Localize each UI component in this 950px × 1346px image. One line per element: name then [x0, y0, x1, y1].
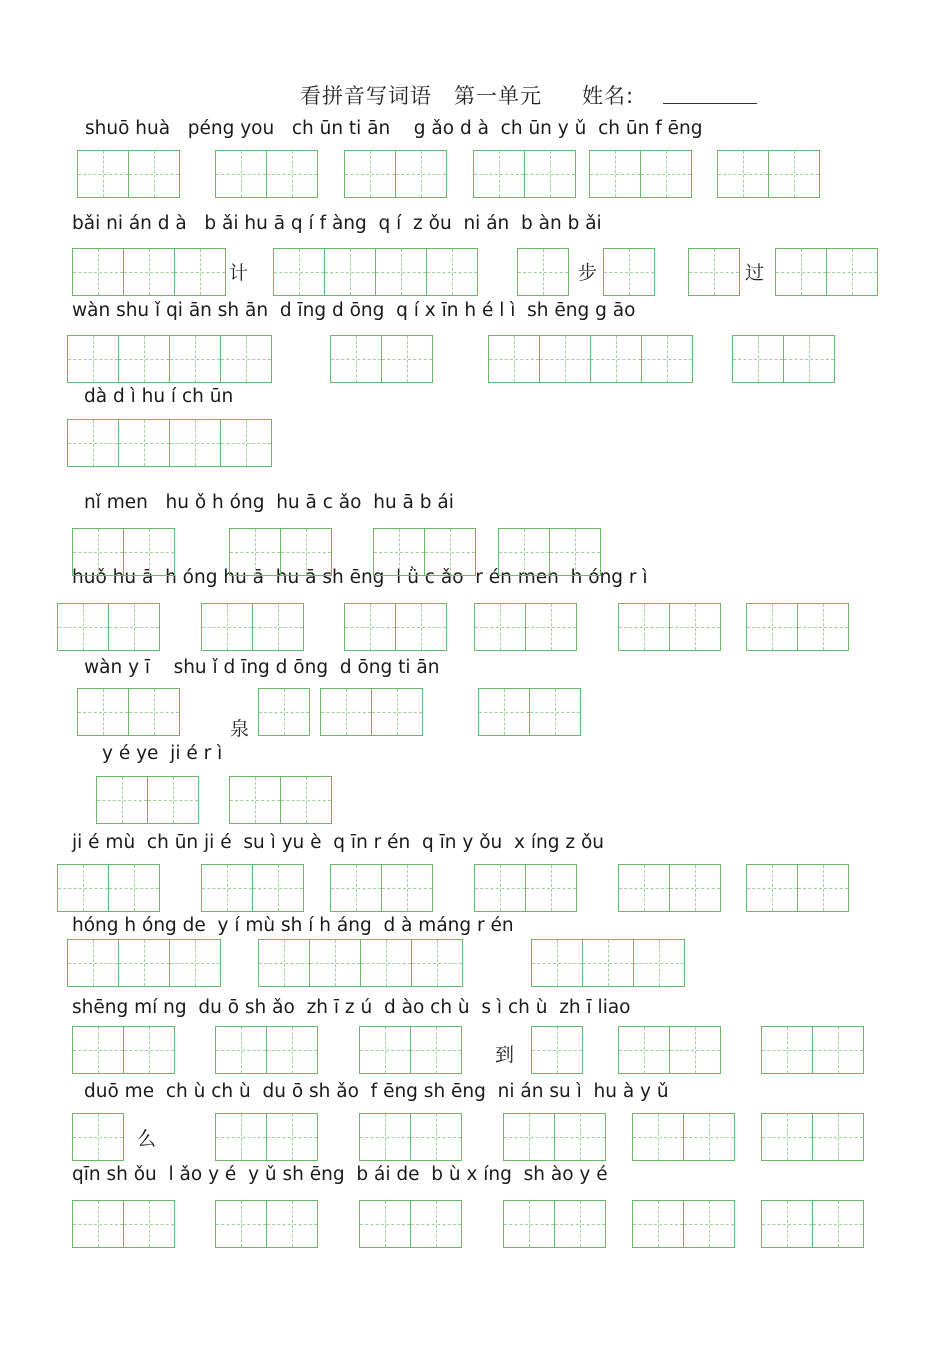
answer-cell[interactable]: [174, 248, 226, 296]
answer-box-group: [72, 528, 174, 576]
answer-cell[interactable]: [640, 150, 692, 198]
answer-cell[interactable]: [641, 335, 693, 383]
answer-box-group: [72, 1026, 174, 1074]
answer-cell[interactable]: [683, 1113, 735, 1161]
answer-box-group: [618, 1026, 720, 1074]
answer-cell[interactable]: [473, 150, 525, 198]
answer-cell[interactable]: [474, 603, 526, 651]
answer-cell[interactable]: [618, 864, 670, 912]
answer-cell[interactable]: [688, 248, 740, 296]
pinyin-row: ji é mù ch ūn ji é su ì yu è q īn r én q īn y ǒu x íng z ǒu: [72, 832, 604, 853]
answer-cell[interactable]: [589, 150, 641, 198]
answer-cell[interactable]: [309, 939, 361, 987]
answer-cell[interactable]: [669, 864, 721, 912]
unit-text: 第一单元: [454, 84, 542, 108]
answer-cell[interactable]: [525, 603, 577, 651]
pinyin-row: dà d ì hu í ch ūn: [84, 386, 234, 407]
answer-cell[interactable]: [330, 335, 382, 383]
answer-box-group: [67, 419, 271, 467]
pinyin-row: qīn sh ǒu l ǎo y é y ǔ sh ēng b ái de b ù x íng sh ào y é: [72, 1164, 608, 1185]
answer-cell[interactable]: [258, 939, 310, 987]
answer-cell[interactable]: [169, 335, 221, 383]
answer-cell[interactable]: [123, 248, 175, 296]
answer-cell[interactable]: [375, 248, 427, 296]
answer-box-group: [761, 1113, 863, 1161]
answer-cell[interactable]: [57, 603, 109, 651]
answer-cell[interactable]: [603, 248, 655, 296]
answer-cell[interactable]: [229, 776, 281, 824]
answer-cell[interactable]: [488, 335, 540, 383]
answer-cell[interactable]: [108, 603, 160, 651]
answer-box-group: [344, 603, 446, 651]
answer-cell[interactable]: [67, 419, 119, 467]
answer-cell[interactable]: [618, 1026, 670, 1074]
answer-box-group: [474, 603, 576, 651]
pinyin-row: hóng h óng de y í mù sh í h áng d à máng r én: [72, 915, 514, 936]
answer-box-group: [72, 1113, 123, 1161]
answer-box-group: [67, 939, 220, 987]
answer-box-group: [215, 150, 317, 198]
answer-cell[interactable]: [373, 528, 425, 576]
answer-box-group: [531, 1026, 582, 1074]
answer-box-group: [330, 864, 432, 912]
answer-cell[interactable]: [797, 864, 849, 912]
given-character: 步: [578, 262, 598, 284]
answer-cell[interactable]: [812, 1026, 864, 1074]
answer-box-group: [503, 1113, 605, 1161]
answer-cell[interactable]: [395, 603, 447, 651]
given-character: 么: [137, 1128, 157, 1150]
answer-box-group: [488, 335, 692, 383]
answer-cell[interactable]: [280, 776, 332, 824]
answer-cell[interactable]: [381, 335, 433, 383]
answer-cell[interactable]: [128, 688, 180, 736]
answer-box-group: [775, 248, 877, 296]
answer-cell[interactable]: [67, 939, 119, 987]
answer-box-group: [517, 248, 568, 296]
answer-cell[interactable]: [123, 528, 175, 576]
answer-cell[interactable]: [215, 150, 267, 198]
answer-cell[interactable]: [252, 603, 304, 651]
answer-box-group: [258, 688, 309, 736]
answer-cell[interactable]: [717, 150, 769, 198]
answer-cell[interactable]: [590, 335, 642, 383]
answer-cell[interactable]: [266, 1026, 318, 1074]
answer-cell[interactable]: [618, 603, 670, 651]
answer-box-group: [201, 603, 303, 651]
answer-cell[interactable]: [72, 1113, 124, 1161]
answer-cell[interactable]: [215, 1113, 267, 1161]
answer-cell[interactable]: [632, 1200, 684, 1248]
answer-cell[interactable]: [683, 1200, 735, 1248]
answer-box-group: [96, 776, 198, 824]
answer-cell[interactable]: [344, 603, 396, 651]
answer-cell[interactable]: [266, 1113, 318, 1161]
answer-cell[interactable]: [371, 688, 423, 736]
pinyin-row: shuō huà péng you ch ūn ti ān g ǎo d à ch ūn y ǔ ch ūn f ēng: [85, 118, 703, 139]
answer-box-group: [57, 603, 159, 651]
answer-box-group: [359, 1026, 461, 1074]
answer-box-group: [603, 248, 654, 296]
answer-cell[interactable]: [359, 1026, 411, 1074]
answer-cell[interactable]: [266, 150, 318, 198]
answer-box-group: [717, 150, 819, 198]
answer-cell[interactable]: [67, 335, 119, 383]
name-label: 姓名:: [582, 84, 635, 108]
answer-box-group: [258, 939, 462, 987]
answer-cell[interactable]: [266, 1200, 318, 1248]
answer-cell[interactable]: [273, 248, 325, 296]
answer-box-group: [229, 776, 331, 824]
answer-cell[interactable]: [410, 1113, 462, 1161]
answer-cell[interactable]: [474, 864, 526, 912]
given-character: 泉: [230, 718, 250, 740]
pinyin-row: shēng mí ng du ō sh ǎo zh ī z ú d ào ch ù s ì ch ù zh ī liao: [72, 997, 631, 1018]
answer-cell[interactable]: [554, 1113, 606, 1161]
answer-box-group: [344, 150, 446, 198]
pinyin-row: wàn y ī shu ǐ d īng d ōng d ōng ti ān: [84, 657, 440, 678]
answer-cell[interactable]: [320, 688, 372, 736]
answer-box-group: [746, 603, 848, 651]
answer-cell[interactable]: [768, 150, 820, 198]
answer-cell[interactable]: [761, 1113, 813, 1161]
answer-box-group: [57, 864, 159, 912]
answer-box-group: [498, 528, 600, 576]
answer-cell[interactable]: [128, 150, 180, 198]
answer-cell[interactable]: [783, 335, 835, 383]
answer-cell[interactable]: [258, 688, 310, 736]
answer-box-group: [632, 1200, 734, 1248]
pinyin-row: bǎi ni án d à b ǎi hu ā q í f àng q í z ǒu ni án b àn b ǎi: [72, 213, 602, 234]
pinyin-row: duō me ch ù ch ù du ō sh ǎo f ēng sh ēng ni án su ì hu à y ǔ: [84, 1081, 669, 1102]
answer-box-group: [359, 1113, 461, 1161]
worksheet-title: [300, 80, 634, 110]
answer-cell[interactable]: [215, 1200, 267, 1248]
answer-cell[interactable]: [517, 248, 569, 296]
answer-cell[interactable]: [220, 419, 272, 467]
answer-cell[interactable]: [761, 1200, 813, 1248]
answer-box-group: [618, 864, 720, 912]
answer-box-group: [72, 248, 225, 296]
answer-cell[interactable]: [344, 150, 396, 198]
answer-cell[interactable]: [77, 150, 129, 198]
answer-box-group: [688, 248, 739, 296]
answer-cell[interactable]: [426, 248, 478, 296]
answer-cell[interactable]: [252, 864, 304, 912]
answer-cell[interactable]: [524, 150, 576, 198]
answer-cell[interactable]: [503, 1200, 555, 1248]
answer-cell[interactable]: [118, 335, 170, 383]
answer-cell[interactable]: [220, 335, 272, 383]
answer-cell[interactable]: [229, 528, 281, 576]
answer-cell[interactable]: [147, 776, 199, 824]
answer-cell[interactable]: [669, 603, 721, 651]
answer-cell[interactable]: [549, 528, 601, 576]
answer-cell[interactable]: [732, 335, 784, 383]
answer-box-group: [589, 150, 691, 198]
pinyin-row: y é ye ji é r ì: [102, 743, 223, 764]
answer-box-group: [273, 248, 477, 296]
answer-box-group: [478, 688, 580, 736]
answer-box-group: [531, 939, 684, 987]
answer-cell[interactable]: [169, 419, 221, 467]
answer-box-group: [229, 528, 331, 576]
answer-cell[interactable]: [359, 1113, 411, 1161]
answer-cell[interactable]: [324, 248, 376, 296]
answer-cell[interactable]: [360, 939, 412, 987]
answer-cell[interactable]: [531, 939, 583, 987]
answer-box-group: [72, 1200, 174, 1248]
answer-cell[interactable]: [503, 1113, 555, 1161]
pinyin-row: nǐ men hu ǒ h óng hu ā c ǎo hu ā b ái: [84, 492, 454, 513]
title-text: 看拼音写词语: [300, 84, 432, 108]
answer-cell[interactable]: [77, 688, 129, 736]
answer-box-group: [215, 1200, 317, 1248]
answer-box-group: [632, 1113, 734, 1161]
answer-box-group: [503, 1200, 605, 1248]
answer-box-group: [330, 335, 432, 383]
answer-box-group: [67, 335, 271, 383]
answer-cell[interactable]: [123, 1200, 175, 1248]
answer-cell[interactable]: [381, 864, 433, 912]
answer-cell[interactable]: [424, 528, 476, 576]
pinyin-row: huǒ hu ā h óng hu ā hu ā sh ēng l ǜ c ǎo r én men h óng r ì: [72, 567, 648, 588]
answer-box-group: [215, 1113, 317, 1161]
answer-cell[interactable]: [539, 335, 591, 383]
given-character: 过: [745, 262, 765, 284]
answer-cell[interactable]: [812, 1200, 864, 1248]
answer-cell[interactable]: [118, 939, 170, 987]
answer-cell[interactable]: [525, 864, 577, 912]
answer-cell[interactable]: [72, 528, 124, 576]
answer-cell[interactable]: [108, 864, 160, 912]
answer-cell[interactable]: [411, 939, 463, 987]
pinyin-row: wàn shu ǐ qi ān sh ān d īng d ōng q í x īn h é l ì sh ēng g āo: [72, 300, 636, 321]
answer-box-group: [215, 1026, 317, 1074]
answer-box-group: [473, 150, 575, 198]
answer-cell[interactable]: [57, 864, 109, 912]
answer-box-group: [761, 1200, 863, 1248]
answer-cell[interactable]: [215, 1026, 267, 1074]
given-character: 计: [229, 262, 249, 284]
answer-cell[interactable]: [72, 248, 124, 296]
answer-box-group: [746, 864, 848, 912]
answer-box-group: [77, 150, 179, 198]
answer-box-group: [359, 1200, 461, 1248]
answer-box-group: [320, 688, 422, 736]
answer-cell[interactable]: [746, 603, 798, 651]
answer-cell[interactable]: [812, 1113, 864, 1161]
answer-box-group: [77, 688, 179, 736]
answer-cell[interactable]: [72, 1200, 124, 1248]
answer-cell[interactable]: [72, 1026, 124, 1074]
answer-cell[interactable]: [201, 603, 253, 651]
answer-cell[interactable]: [529, 688, 581, 736]
answer-cell[interactable]: [554, 1200, 606, 1248]
answer-cell[interactable]: [410, 1026, 462, 1074]
answer-box-group: [732, 335, 834, 383]
answer-cell[interactable]: [633, 939, 685, 987]
answer-box-group: [618, 603, 720, 651]
answer-cell[interactable]: [775, 248, 827, 296]
answer-cell[interactable]: [746, 864, 798, 912]
answer-cell[interactable]: [632, 1113, 684, 1161]
answer-cell[interactable]: [582, 939, 634, 987]
answer-cell[interactable]: [498, 528, 550, 576]
answer-cell[interactable]: [669, 1026, 721, 1074]
answer-cell[interactable]: [359, 1200, 411, 1248]
answer-cell[interactable]: [797, 603, 849, 651]
answer-cell[interactable]: [123, 1026, 175, 1074]
answer-cell[interactable]: [395, 150, 447, 198]
answer-cell[interactable]: [280, 528, 332, 576]
answer-cell[interactable]: [826, 248, 878, 296]
name-blank[interactable]: [663, 103, 757, 104]
answer-box-group: [373, 528, 475, 576]
answer-box-group: [201, 864, 303, 912]
answer-cell[interactable]: [96, 776, 148, 824]
answer-cell[interactable]: [410, 1200, 462, 1248]
answer-box-group: [761, 1026, 863, 1074]
answer-cell[interactable]: [169, 939, 221, 987]
answer-cell[interactable]: [531, 1026, 583, 1074]
given-character: 到: [495, 1044, 515, 1066]
answer-cell[interactable]: [478, 688, 530, 736]
answer-cell[interactable]: [118, 419, 170, 467]
answer-box-group: [474, 864, 576, 912]
answer-cell[interactable]: [201, 864, 253, 912]
answer-cell[interactable]: [330, 864, 382, 912]
answer-cell[interactable]: [761, 1026, 813, 1074]
